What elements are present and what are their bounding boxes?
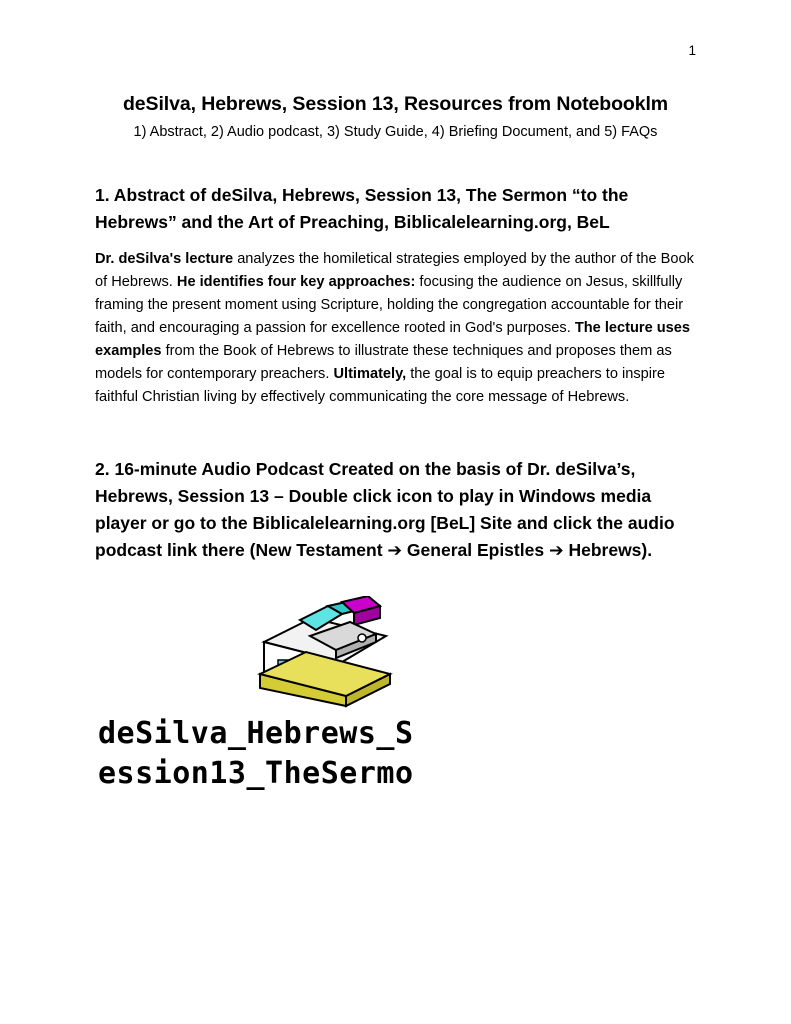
embedded-audio-object[interactable] (95, 596, 696, 794)
page-subtitle: 1) Abstract, 2) Audio podcast, 3) Study Guide, 4) Briefing Document, and 5) FAQs (133, 124, 658, 140)
page-number: 1 (688, 43, 696, 58)
media-package-icon[interactable] (250, 596, 400, 708)
right-arrow-icon: ➔ (387, 541, 403, 562)
page-title: deSilva, Hebrews, Session 13, Resources from Notebooklm (122, 93, 669, 115)
caption-line-1: deSilva_Hebrews_S (98, 715, 414, 751)
section-1-paragraph: Dr. deSilva's lecture analyzes the homiletical strategies employed by the author of the Book of Hebrews. He identifies four key approaches: focusing the audience on Jesus, skillfully framing the present moment using Scripture, holding the congregation accountable for their faith, and encouraging a passion for excellence rooted in God's purposes. The lecture uses examples from the Book of Hebrews to illustrate these techniques and proposes them as models for contemporary preachers. Ultimately, the goal is to equip preachers to inspire faithful Christian living by effectively communicating the core message of Hebrews. (95, 251, 694, 406)
right-arrow-icon: ➔ (548, 541, 564, 562)
section-2-heading: 2. 16-minute Audio Podcast Created on the basis of Dr. deSilva’s, Hebrews, Session 13 – Double click icon to play in Windows media player or go to the Biblicalelearning.org [BeL] Site and click the audio podcast link there (New Testament ➔ General Epistles ➔ Hebrews). (95, 458, 675, 562)
section-1-heading: 1. Abstract of deSilva, Hebrews, Session 13, The Sermon “to the Hebrews” and the Art of Preaching, Biblicalelearning.org, BeL (95, 185, 629, 232)
caption-line-2: ession13_TheSermo (98, 755, 414, 791)
embedded-object-caption (95, 714, 578, 794)
